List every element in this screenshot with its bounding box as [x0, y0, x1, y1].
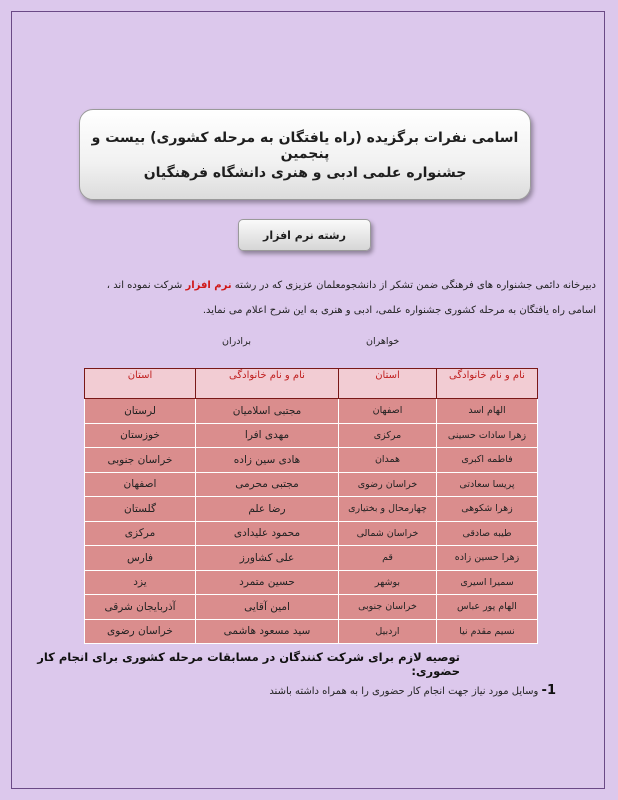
brother-province-cell: اصفهان	[85, 472, 196, 497]
sister-province-cell: قم	[339, 546, 437, 571]
brothers-label: برادران	[222, 336, 251, 347]
sister-name-cell: زهرا شکوهی	[437, 497, 538, 522]
sister-province-cell: چهارمحال و بختیاری	[339, 497, 437, 522]
table-row	[85, 619, 538, 644]
brother-name-cell: مجتبی محرمی	[196, 472, 339, 497]
brother-province-cell: خوزستان	[85, 423, 196, 448]
intro-line-1	[22, 273, 596, 298]
header-sister-name: نام و نام خانوادگی	[437, 369, 538, 399]
title-line-1: اسامی نفرات برگزیده (راه یافتگان به مرحله کشوری) بیست و پنجمین	[91, 130, 519, 162]
sister-province-cell: بوشهر	[339, 570, 437, 595]
table-row	[85, 570, 538, 595]
sister-name-cell: زهرا سادات حسینی	[437, 423, 538, 448]
header-brother-name: نام و نام خانوادگی	[196, 369, 339, 399]
brother-name-cell: مجتبی اسلامیان	[196, 399, 339, 424]
header-brother-province: استان	[85, 369, 196, 399]
sister-province-cell: خراسان جنوبی	[339, 595, 437, 620]
advice-item	[22, 683, 556, 698]
brother-name-cell: رضا علم	[196, 497, 339, 522]
sister-province-cell: اردبیل	[339, 619, 437, 644]
intro-text-after: شرکت نموده اند ،	[106, 280, 186, 291]
brother-province-cell: فارس	[85, 546, 196, 571]
table-row	[85, 521, 538, 546]
brother-province-cell: آذربایجان شرقی	[85, 595, 196, 620]
brother-province-cell: یزد	[85, 570, 196, 595]
brother-name-cell: هادی سین زاده	[196, 448, 339, 473]
brother-province-cell: خراسان جنوبی	[85, 448, 196, 473]
brother-name-cell: مهدی افرا	[196, 423, 339, 448]
intro-line-2: اسامی راه یافتگان به مرحله کشوری جشنواره علمی، ادبی و هنری به این شرح اعلام می نماید.	[202, 305, 596, 316]
title-line-2: جشنواره علمی ادبی و هنری دانشگاه فرهنگیان	[143, 165, 467, 181]
brother-name-cell: سید مسعود هاشمی	[196, 619, 339, 644]
sister-name-cell: زهرا حسین زاده	[437, 546, 538, 571]
field-label-box: رشته نرم افزار	[238, 219, 371, 251]
sister-name-cell: طیبه صادقی	[437, 521, 538, 546]
header-sister-province: استان	[339, 369, 437, 399]
table-row	[85, 497, 538, 522]
sister-province-cell: اصفهان	[339, 399, 437, 424]
table-row	[85, 448, 538, 473]
sister-province-cell: خراسان شمالی	[339, 521, 437, 546]
sister-province-cell: همدان	[339, 448, 437, 473]
brother-province-cell: لرستان	[85, 399, 196, 424]
table-row	[85, 595, 538, 620]
sisters-label: خواهران	[366, 336, 400, 347]
sister-name-cell: الهام پور عباس	[437, 595, 538, 620]
brother-province-cell: مرکزی	[85, 521, 196, 546]
sister-name-cell: پریسا سعادتی	[437, 472, 538, 497]
brother-name-cell: علی کشاورز	[196, 546, 339, 571]
sister-name-cell: نسیم مقدم نیا	[437, 619, 538, 644]
table-row	[85, 472, 538, 497]
sister-province-cell: خراسان رضوی	[339, 472, 437, 497]
table-row	[85, 546, 538, 571]
table-header-row	[85, 369, 538, 399]
title-banner	[79, 109, 531, 200]
table-row	[85, 423, 538, 448]
intro-paragraph	[22, 273, 596, 323]
brother-name-cell: حسین متمرد	[196, 570, 339, 595]
sister-name-cell: الهام اسد	[437, 399, 538, 424]
intro-text-before: دبیرخانه دائمی جشنواره های فرهنگی ضمن تشکر از دانشجومعلمان عزیزی که در رشته	[231, 280, 596, 291]
advice-item-number: 1-	[541, 683, 556, 698]
table-row	[85, 399, 538, 424]
brother-province-cell: گلستان	[85, 497, 196, 522]
advice-item-text: وسایل مورد نیاز جهت انجام کار حضوری را به همراه داشته باشند	[269, 686, 542, 697]
intro-highlight: نرم افزار	[185, 280, 232, 291]
brother-province-cell: خراسان رضوی	[85, 619, 196, 644]
sister-name-cell: سمیرا اسیری	[437, 570, 538, 595]
advice-heading: توصیه لازم برای شرکت کنندگان در مسابقات مرحله کشوری برای انجام کار حضوری:	[37, 650, 460, 678]
brother-name-cell: محمود علیدادی	[196, 521, 339, 546]
sister-name-cell: فاطمه اکبری	[437, 448, 538, 473]
results-table	[84, 368, 538, 644]
sister-province-cell: مرکزی	[339, 423, 437, 448]
brother-name-cell: امین آقایی	[196, 595, 339, 620]
